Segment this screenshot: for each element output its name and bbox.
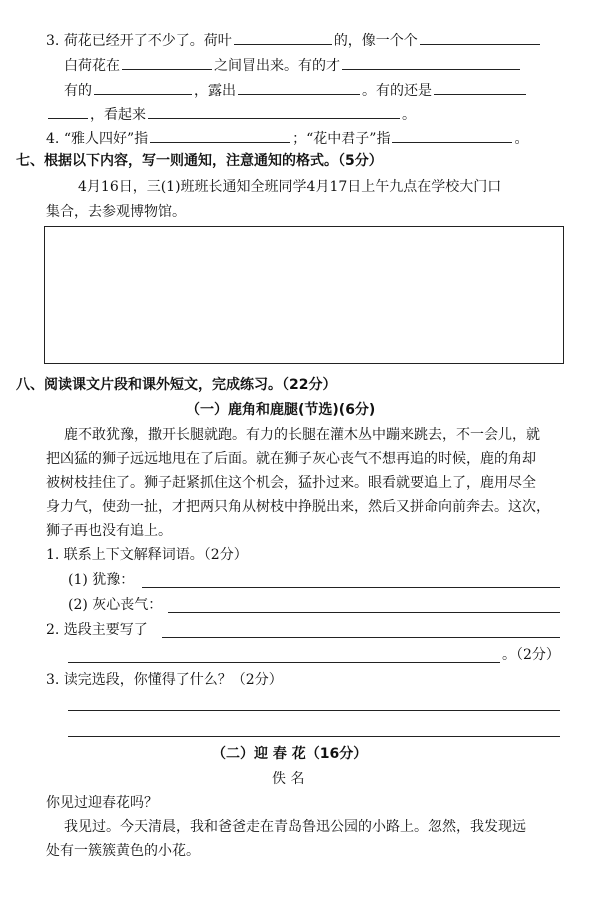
q4-blank-2[interactable] [392,128,512,143]
section8-title: 八、阅读课文片段和课外短文，完成练习。（22分） [16,377,337,393]
q3-line3: 有的 ，露出 。有的还是 [64,80,528,100]
part2-author: 佚 名 [272,771,305,787]
q3-blank-6[interactable] [238,80,360,95]
q1-text: 1. 联系上下文解释词语。（2分） [46,547,248,563]
q3-answer-line-1[interactable] [68,710,560,711]
part2-line: 处有一簇簇黄色的小花。 [46,843,200,859]
q1b-answer-line[interactable] [168,612,560,613]
q3-answer-line-2[interactable] [68,736,560,737]
q3-blank-3[interactable] [122,55,212,70]
passage-line: 被树枝挂住了。狮子赶紧抓住这个机会，猛扑过来。眼看就要追上了，鹿用尽全 [46,475,536,491]
q1a-answer-line[interactable] [142,587,560,588]
section7-title: 七、根据以下内容，写一则通知，注意通知的格式。（5分） [16,153,383,169]
q3-line4: ，看起来 。 [46,104,416,124]
q3-blank-1[interactable] [234,30,332,45]
q3-blank-8[interactable] [48,104,88,119]
section7-prompt-1: 4月16日，三(1)班班长通知全班同学4月17日上午九点在学校大门口 [78,179,502,195]
q1a-text: (1) 犹豫： [68,572,135,588]
part2-line: 我见过。今天清晨，我和爸爸走在青岛鲁迅公园的小路上。忽然，我发现远 [64,819,526,835]
q3-blank-9[interactable] [148,104,400,119]
section7-prompt-2: 集合，去参观博物馆。 [46,204,186,220]
notice-answer-box[interactable] [44,226,564,364]
q3-blank-4[interactable] [342,55,520,70]
part2-line: 你见过迎春花吗？ [46,795,158,811]
q3-blank-7[interactable] [434,80,526,95]
passage-line: 把凶猛的狮子远远地甩在了后面。就在狮子灰心丧气不想再追的时候，鹿的角却 [46,451,536,467]
passage-line: 鹿不敢犹豫，撒开长腿就跑。有力的长腿在灌木丛中蹦来跳去，不一会儿，就 [64,427,540,443]
q3-text: 3. 读完选段，你懂得了什么？（2分） [46,672,283,688]
q4-line: 4. “雅人四好”指 ；“花中君子”指 。 [46,128,528,148]
q2-end-text: 。（2分） [502,647,560,663]
q3-line2: 白荷花在 之间冒出来。有的才 [64,55,522,75]
q3-blank-2[interactable] [420,30,540,45]
q1b-text: (2) 灰心丧气： [68,597,163,613]
part1-title: （一）鹿角和鹿腿(节选)(6分) [186,402,376,418]
part2-title: （二）迎 春 花（16分） [212,746,368,762]
q3-blank-5[interactable] [94,80,192,95]
q3-line1: 3. 荷花已经开了不少了。荷叶 的，像一个个 [46,30,542,50]
q2-text: 2. 选段主要写了 [46,622,148,638]
q2-answer-line-1[interactable] [162,637,560,638]
passage-line: 狮子再也没有追上。 [46,523,172,539]
q4-blank-1[interactable] [150,128,290,143]
q2-answer-line-2[interactable] [68,662,500,663]
passage-line: 身力气，使劲一扯，才把两只角从树枝中挣脱出来，然后又拼命向前奔去。这次， [46,499,550,515]
